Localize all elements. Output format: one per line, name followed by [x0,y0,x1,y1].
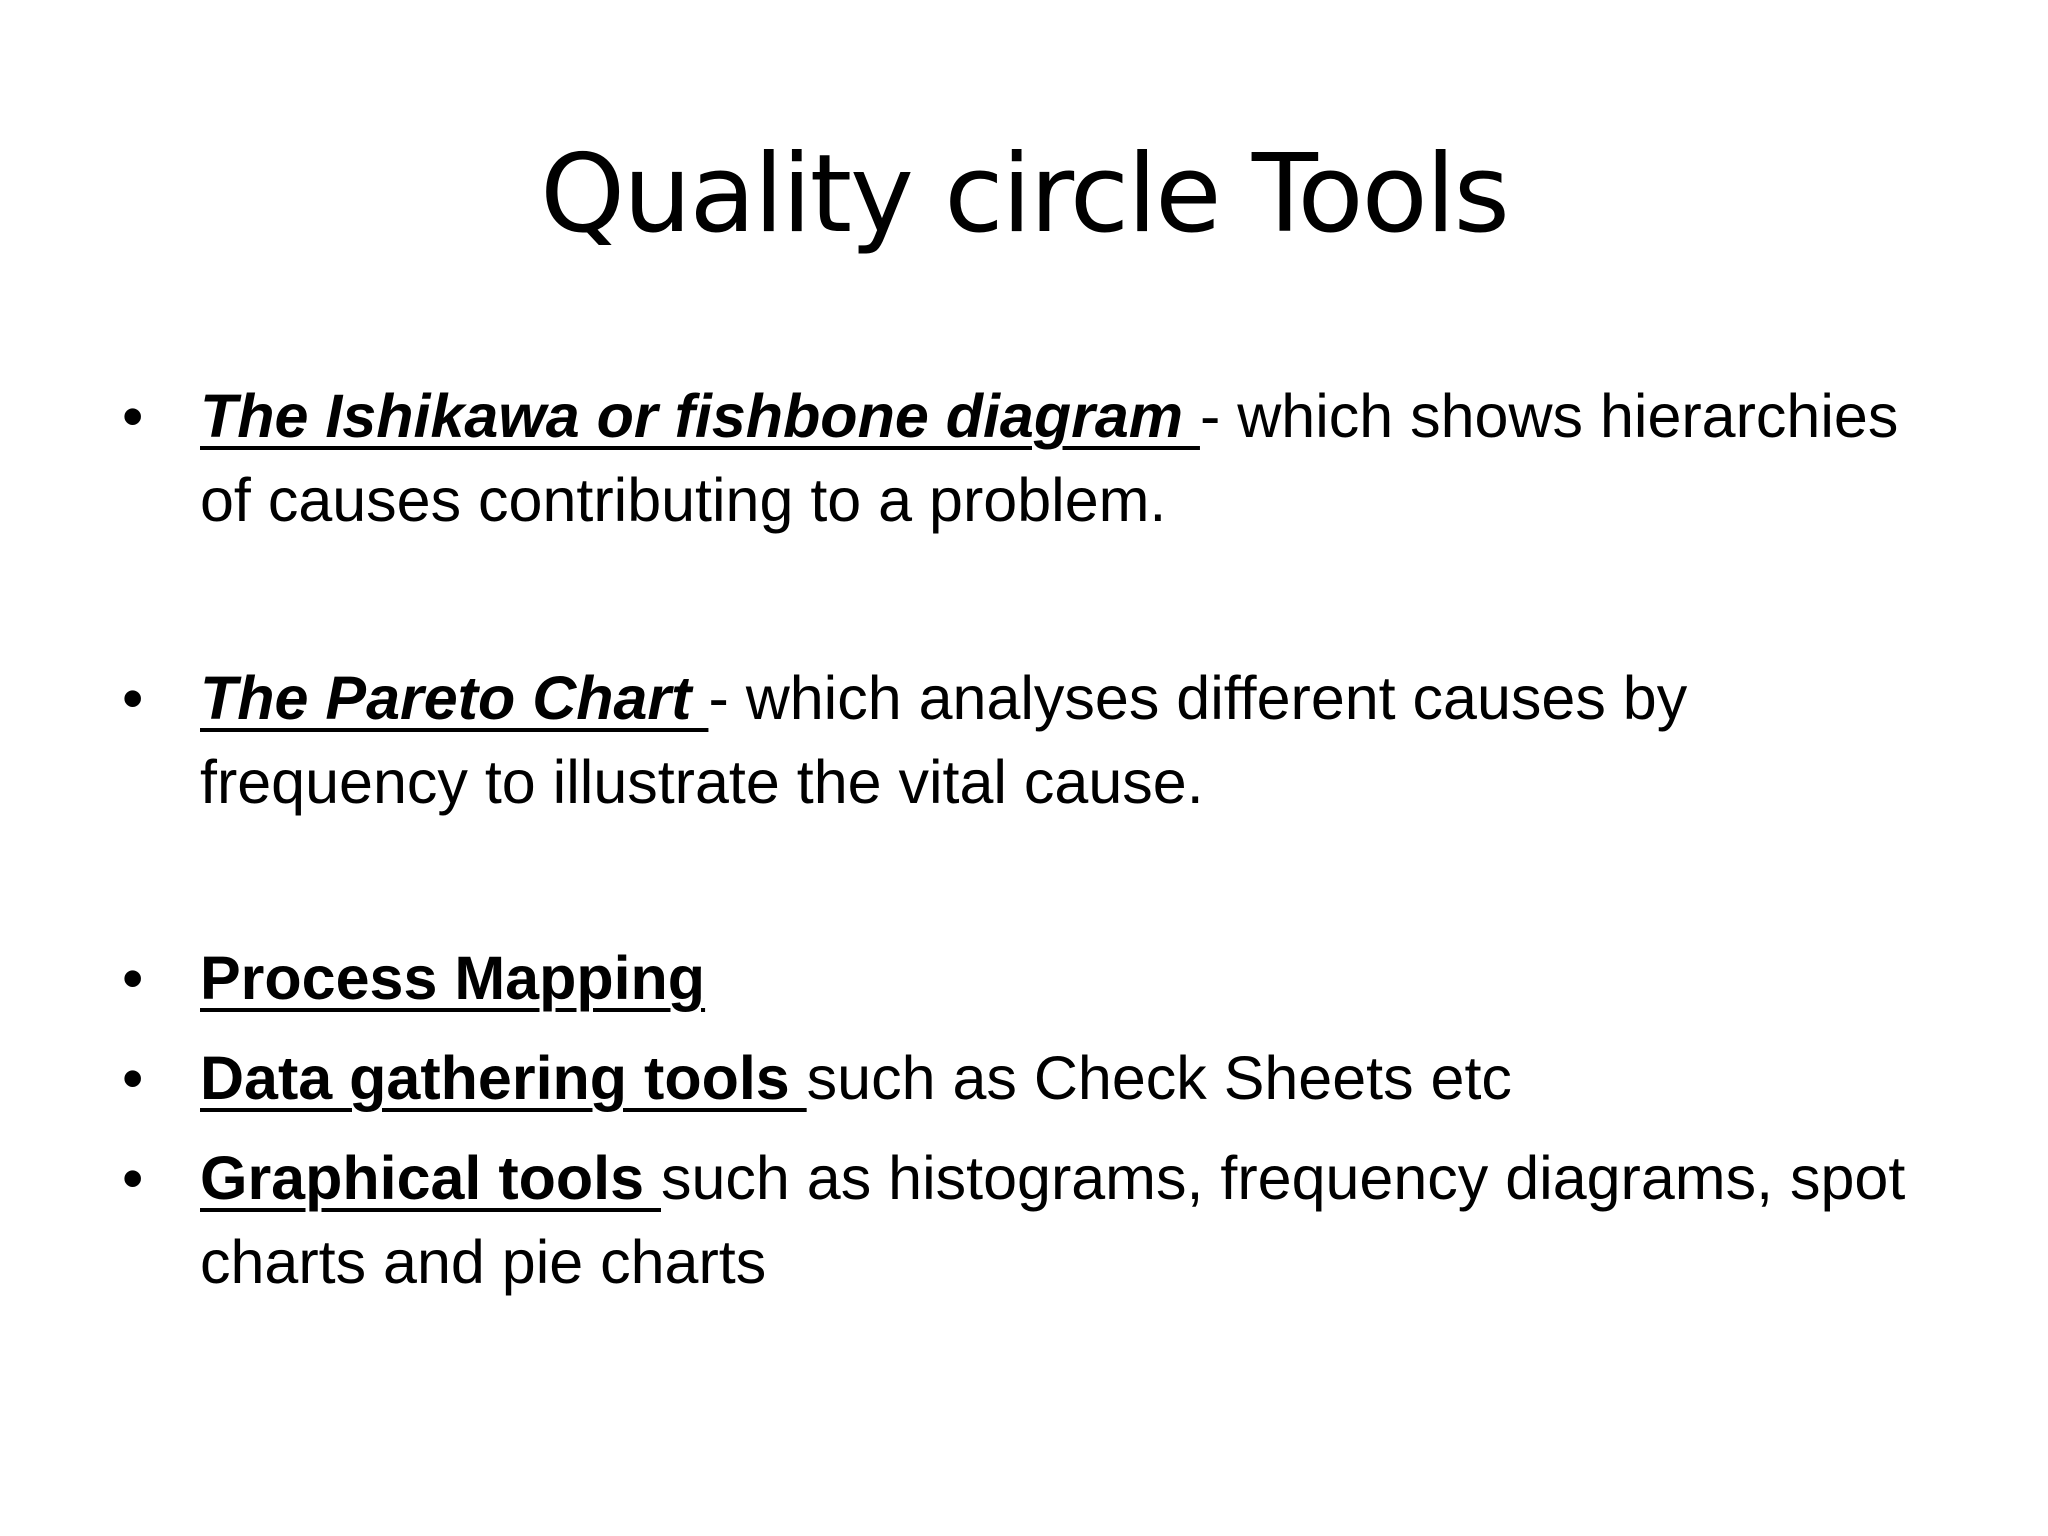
bullet-term: Data gathering tools [200,1044,807,1112]
bullet-description: - which analyses different causes by frequency to illustrate the vital cause. [200,664,1688,816]
bullet-icon: • [122,382,144,450]
bullet-term: The Ishikawa or fishbone diagram [200,382,1200,450]
slide-title: Quality circle Tools [540,132,1508,257]
bullet-icon: • [122,1044,144,1112]
bullet-item-graphical-tools [122,1136,1920,1304]
bullet-icon: • [122,1144,144,1212]
bullet-item-process-mapping [122,936,1920,1020]
bullet-term: Graphical tools [200,1144,661,1212]
bullet-description: such as histograms, frequency diagrams, spot charts and pie charts [200,1144,1906,1296]
bullet-description: such as Check Sheets etc [806,1044,1512,1112]
bullet-icon: • [122,944,144,1012]
bullet-description: - which shows hierarchies of causes contributing to a problem. [200,382,1899,534]
bullet-term: Process Mapping [200,944,706,1012]
bullet-item-data-gathering [122,1036,1920,1120]
bullet-term: The Pareto Chart [200,664,709,732]
bullet-item-pareto [122,656,1920,824]
bullet-icon: • [122,664,144,732]
bullet-item-ishikawa [122,374,1920,542]
